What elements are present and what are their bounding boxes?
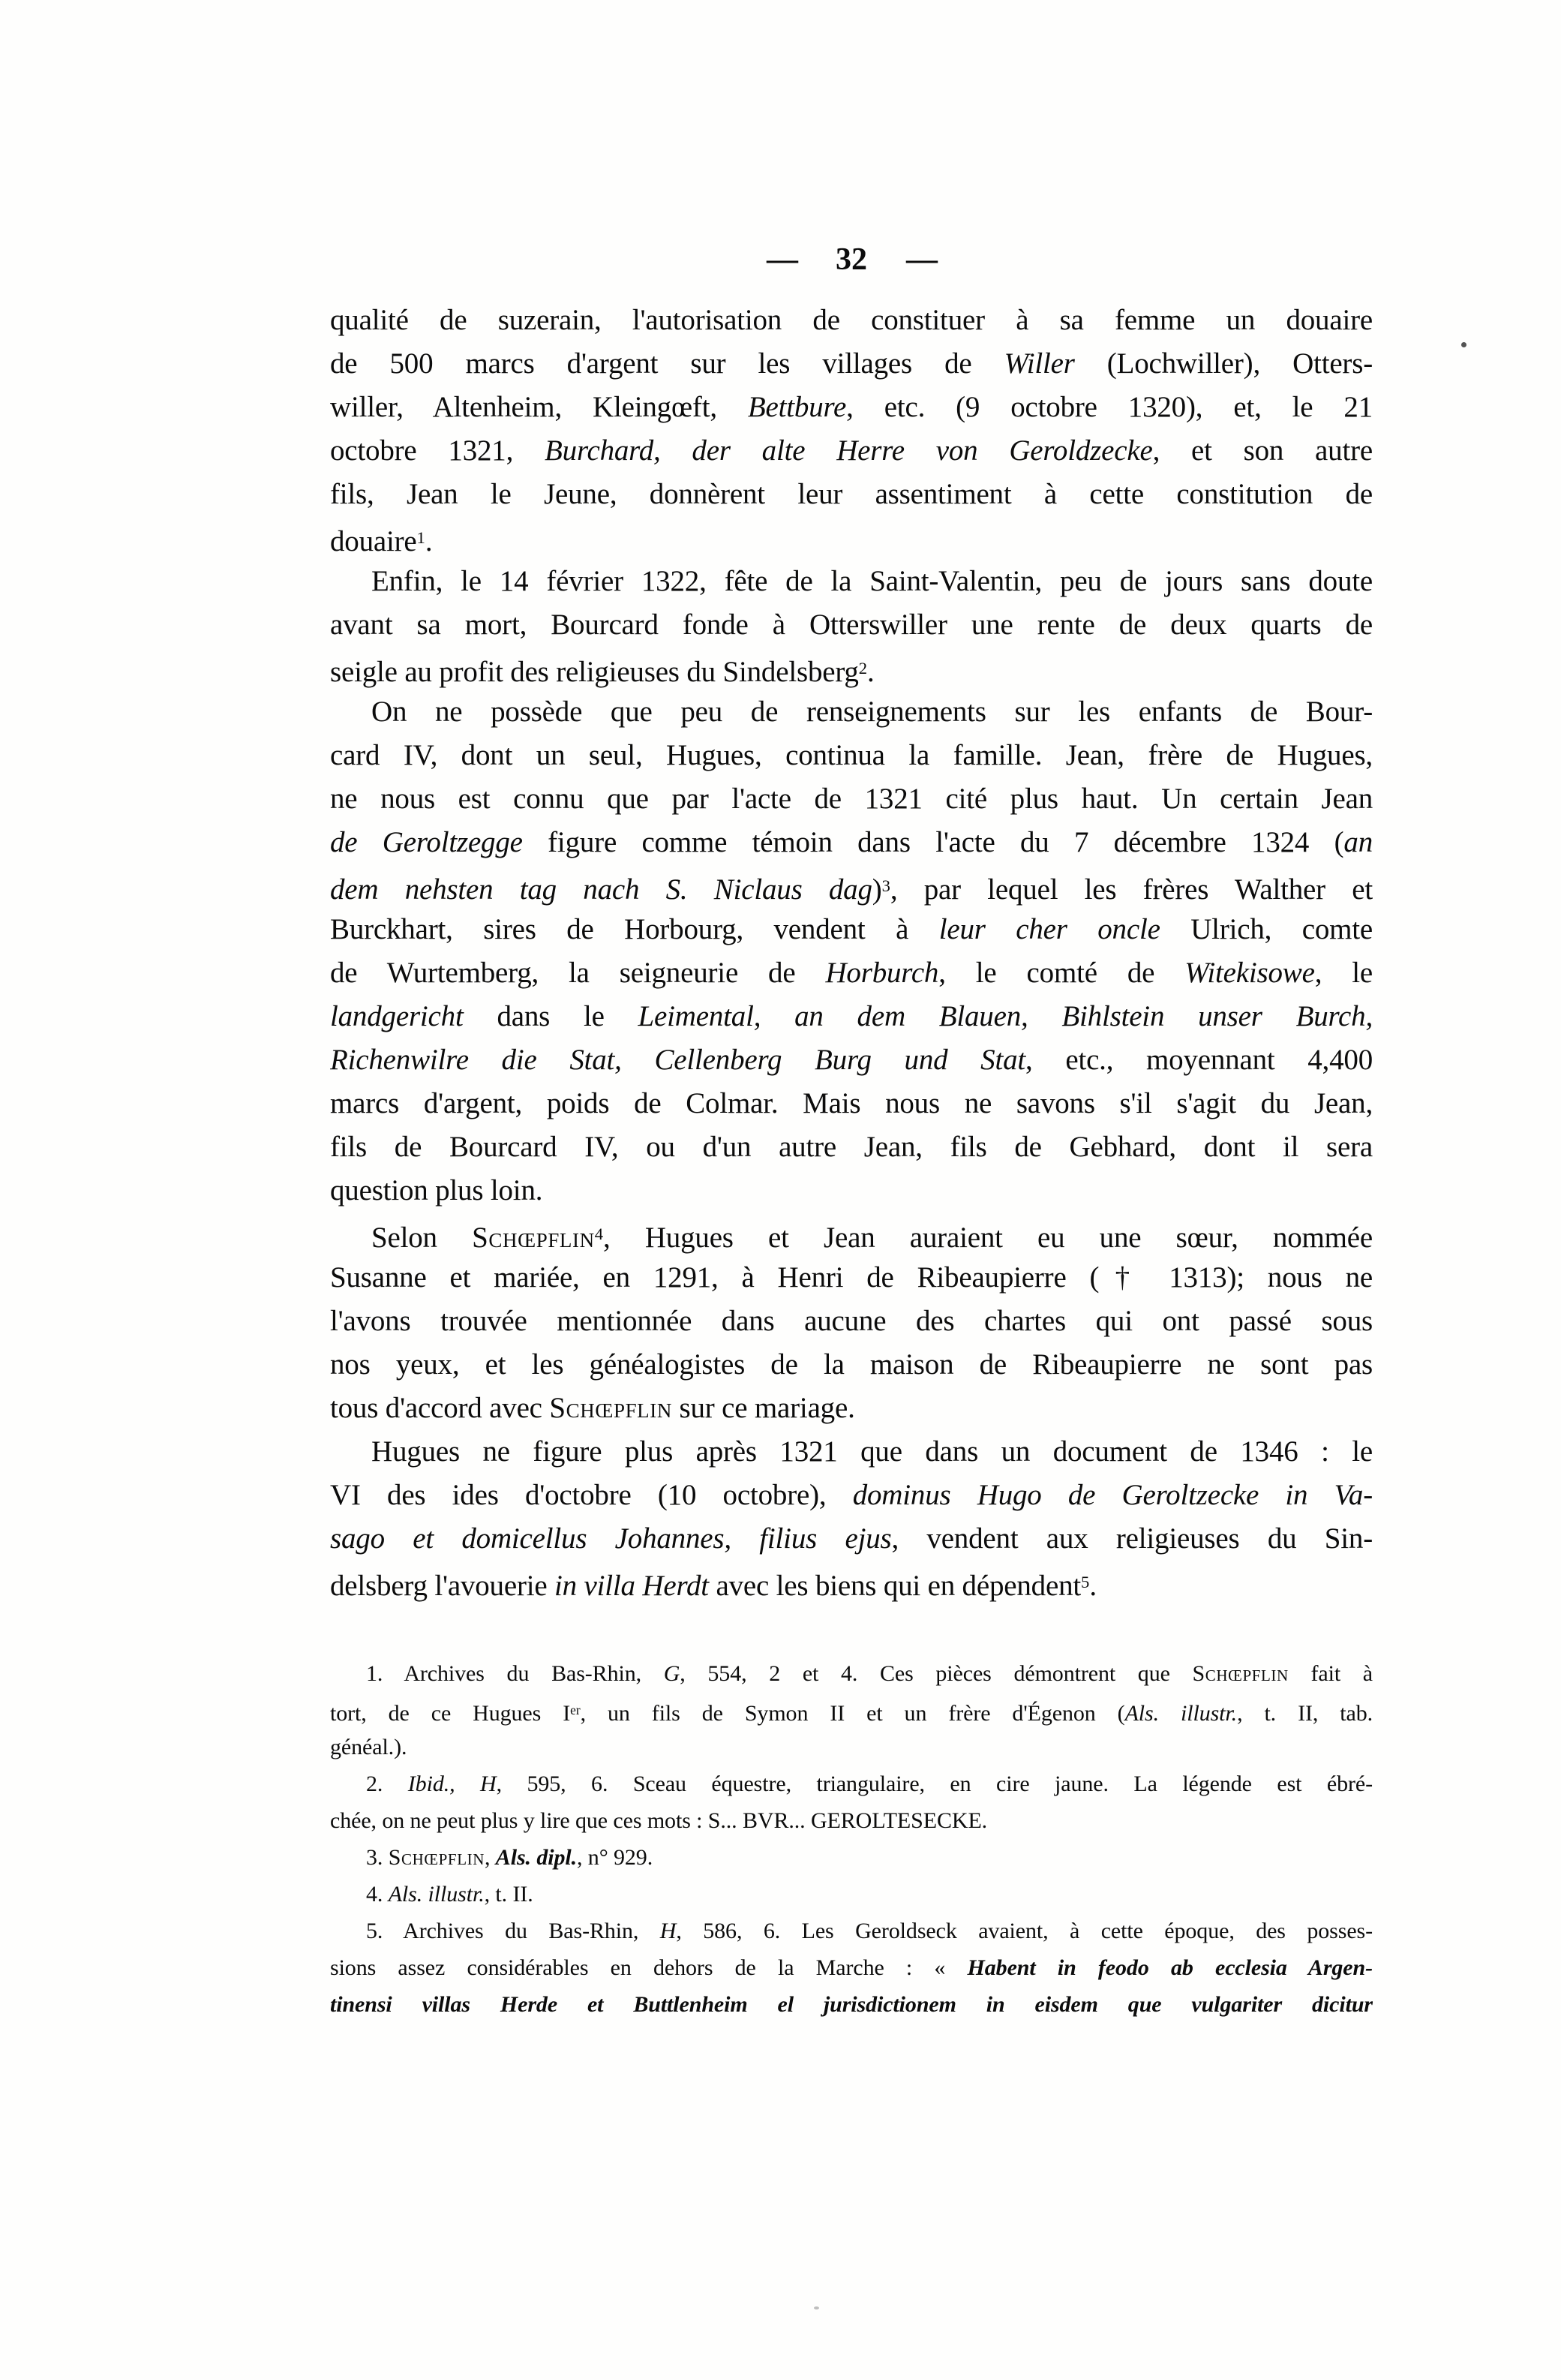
text-line bbox=[330, 1655, 1373, 1692]
footnotes bbox=[330, 1655, 1373, 2023]
text-line bbox=[330, 821, 1373, 864]
text-segment: dominus Hugo de Geroltzecke in Va- bbox=[852, 1479, 1373, 1511]
text-segment: . bbox=[425, 525, 433, 558]
text-line bbox=[330, 908, 1373, 951]
paragraph bbox=[330, 299, 1373, 560]
text-line bbox=[330, 1802, 1373, 1839]
body-text bbox=[330, 299, 1373, 1604]
text-line bbox=[330, 429, 1373, 473]
text-segment: question plus loin. bbox=[330, 1174, 543, 1207]
text-segment: Schœpflin bbox=[1192, 1661, 1289, 1686]
text-segment: octobre 1321, bbox=[330, 434, 545, 467]
text-line bbox=[330, 1765, 1373, 1802]
text-segment: avec les biens qui en dépendent bbox=[708, 1570, 1082, 1603]
text-segment: dem nehsten tag nach S. Niclaus dag bbox=[330, 873, 872, 906]
text-segment: Schœpflin bbox=[549, 1392, 672, 1424]
text-line bbox=[330, 995, 1373, 1038]
text-segment: , etc. (9 octobre 1320), et, le 21 bbox=[846, 391, 1373, 423]
text-segment: fait à bbox=[1288, 1661, 1373, 1686]
text-segment: sago et domicellus Johannes, filius ejus bbox=[330, 1522, 892, 1555]
text-line bbox=[330, 1125, 1373, 1169]
paragraph bbox=[330, 1876, 1373, 1913]
text-segment: tinensi villas Herde et Buttlenheim el jurisdictionem in eisdem que vulgariter dicitur bbox=[330, 1992, 1373, 2017]
header-dash-right: — bbox=[906, 242, 936, 277]
text-line bbox=[330, 1876, 1373, 1913]
footnote-reference: er bbox=[570, 1702, 581, 1717]
text-segment: card IV, dont un seul, Hugues, continua la famille. Jean, frère de Hugues, bbox=[330, 739, 1373, 771]
text-line bbox=[330, 1561, 1373, 1604]
text-segment: , et son autre bbox=[1152, 434, 1373, 467]
footnote-reference: 1 bbox=[416, 528, 425, 547]
text-segment: Susanne et mariée, en 1291, à Henri de Ribeaupierre († 1313); nous ne bbox=[330, 1261, 1373, 1294]
text-segment: , 586, 6. Les Geroldseck avaient, à cette époque, des posses- bbox=[676, 1919, 1373, 1943]
footnote-reference: 4 bbox=[594, 1225, 604, 1243]
text-segment: 2. bbox=[366, 1771, 408, 1796]
text-segment: douaire bbox=[330, 525, 417, 558]
text-line bbox=[330, 1913, 1373, 1949]
text-line bbox=[330, 1213, 1373, 1256]
text-segment: Witekisowe bbox=[1184, 957, 1315, 989]
text-segment: marcs d'argent, poids de Colmar. Mais nous ne savons s'il s'agit du Jean, bbox=[330, 1087, 1373, 1119]
text-segment: , t. II. bbox=[484, 1882, 533, 1907]
text-segment: 5. Archives du Bas-Rhin, bbox=[366, 1919, 660, 1943]
text-segment: 3. bbox=[366, 1845, 389, 1870]
text-segment: de Wurtemberg, la seigneurie de bbox=[330, 957, 826, 989]
text-segment: , n° 929. bbox=[577, 1845, 653, 1870]
text-segment: , 554, 2 et 4. Ces pièces démontrent que bbox=[680, 1661, 1193, 1686]
text-segment: Bettbure bbox=[747, 391, 847, 423]
text-segment: willer, Altenheim, Kleingœft, bbox=[330, 391, 748, 423]
text-segment: tous d'accord avec bbox=[330, 1392, 550, 1424]
text-segment: Horburch bbox=[825, 957, 939, 989]
text-segment: Als. illustr. bbox=[388, 1882, 485, 1907]
text-segment: Enfin, le 14 février 1322, fête de la Saint-Valentin, peu de jours sans doute bbox=[371, 565, 1373, 597]
text-segment: sur ce mariage. bbox=[671, 1392, 855, 1424]
text-segment: tort, de ce Hugues I bbox=[330, 1700, 571, 1726]
text-segment: , le comté de bbox=[938, 957, 1185, 989]
footnote-reference: 5 bbox=[1081, 1573, 1090, 1591]
text-line bbox=[330, 516, 1373, 560]
text-segment: Selon bbox=[371, 1222, 473, 1255]
header-dash-left: — bbox=[767, 242, 797, 277]
text-line bbox=[330, 1692, 1373, 1729]
text-segment: dans le bbox=[463, 1000, 638, 1032]
text-segment: Schœpflin bbox=[472, 1222, 595, 1255]
text-segment: Richenwilre die Stat, Cellenberg Burg und Stat bbox=[330, 1044, 1026, 1076]
text-line bbox=[330, 1949, 1373, 1986]
text-segment: an bbox=[1343, 826, 1373, 858]
text-segment: H bbox=[659, 1919, 677, 1943]
text-segment: leur cher oncle bbox=[938, 913, 1160, 945]
text-line bbox=[330, 1082, 1373, 1125]
text-line bbox=[330, 299, 1373, 342]
text-line bbox=[330, 1839, 1373, 1876]
text-segment: généal.). bbox=[330, 1735, 407, 1759]
text-line bbox=[330, 1387, 1373, 1430]
text-segment: fils, Jean le Jeune, donnèrent leur assentiment à cette constitution de bbox=[330, 478, 1373, 510]
paragraph bbox=[330, 1430, 1373, 1604]
text-line bbox=[330, 1169, 1373, 1213]
text-segment: , bbox=[484, 1845, 496, 1870]
scan-speck bbox=[1461, 342, 1466, 347]
text-line bbox=[330, 342, 1373, 386]
text-line bbox=[330, 1343, 1373, 1387]
paragraph bbox=[330, 690, 1373, 1213]
paragraph bbox=[330, 1913, 1373, 2023]
text-segment: ne nous est connu que par l'acte de 1321 cité plus haut. Un certain Jean bbox=[330, 783, 1373, 815]
text-segment: Als. illustr. bbox=[1124, 1700, 1238, 1726]
text-segment: chée, on ne peut plus y lire que ces mots : S... BVR... GEROLTESECKE. bbox=[330, 1808, 988, 1833]
text-line bbox=[330, 1986, 1373, 2023]
text-segment: in villa Herdt bbox=[554, 1570, 709, 1603]
text-segment: ) bbox=[872, 873, 882, 906]
text-line bbox=[330, 386, 1373, 429]
text-segment: sions assez considérables en dehors de la Marche : « bbox=[330, 1955, 968, 1980]
text-segment: , un fils de Symon II et un frère d'Égenon ( bbox=[580, 1700, 1125, 1726]
text-segment: Schœpflin bbox=[388, 1845, 485, 1870]
text-segment: l'avons trouvée mentionnée dans aucune des chartes qui ont passé sous bbox=[330, 1305, 1373, 1337]
text-segment: Burchard, der alte Herre von Geroldzecke bbox=[545, 434, 1153, 467]
text-line bbox=[330, 1300, 1373, 1343]
text-segment: Ibid., H bbox=[407, 1771, 497, 1796]
text-segment: , par lequel les frères Walther et bbox=[890, 873, 1373, 906]
text-line bbox=[330, 603, 1373, 647]
text-segment: Als. dipl. bbox=[495, 1845, 577, 1870]
text-segment: Willer bbox=[1004, 347, 1075, 380]
text-line bbox=[330, 690, 1373, 734]
text-segment: , 595, 6. Sceau équestre, triangulaire, en cire jaune. La légende est ébré- bbox=[496, 1771, 1373, 1796]
paragraph bbox=[330, 1213, 1373, 1430]
text-line bbox=[330, 473, 1373, 516]
text-line bbox=[330, 1256, 1373, 1300]
page-number: 32 bbox=[836, 242, 867, 277]
text-line bbox=[330, 560, 1373, 603]
text-segment: Hugues ne figure plus après 1321 que dans un document de 1346 : le bbox=[371, 1435, 1373, 1468]
text-line bbox=[330, 777, 1373, 821]
text-segment: landgericht bbox=[330, 1000, 464, 1032]
text-segment: . bbox=[867, 656, 875, 689]
text-segment: (Lochwiller), Otters- bbox=[1074, 347, 1373, 380]
text-segment: de Geroltzegge bbox=[330, 826, 523, 858]
text-segment: 4. bbox=[366, 1882, 389, 1907]
text-line bbox=[330, 864, 1373, 908]
page-header bbox=[330, 242, 1373, 278]
text-line bbox=[330, 1430, 1373, 1474]
text-segment: , etc., moyennant 4,400 bbox=[1025, 1044, 1373, 1076]
text-segment: Ulrich, comte bbox=[1160, 913, 1373, 945]
text-line bbox=[330, 951, 1373, 995]
text-segment: Burckhart, sires de Horbourg, vendent à bbox=[330, 913, 939, 945]
text-segment: On ne possède que peu de renseignements sur les enfants de Bour- bbox=[371, 696, 1373, 728]
paragraph bbox=[330, 1765, 1373, 1839]
text-segment: VI des ides d'octobre (10 octobre), bbox=[330, 1479, 853, 1511]
text-line bbox=[330, 1729, 1373, 1765]
text-segment: . bbox=[1089, 1570, 1097, 1603]
text-segment: figure comme témoin dans l'acte du 7 décembre 1324 ( bbox=[522, 826, 1344, 858]
text-segment: de 500 marcs d'argent sur les villages de bbox=[330, 347, 1004, 380]
text-segment: delsberg l'avouerie bbox=[330, 1570, 555, 1603]
text-segment: , t. II, tab. bbox=[1237, 1700, 1373, 1726]
text-segment: , le bbox=[1314, 957, 1373, 989]
text-segment: Habent in feodo ab ecclesia Argen- bbox=[967, 1955, 1373, 1980]
footnote-reference: 3 bbox=[881, 876, 890, 895]
paragraph bbox=[330, 1839, 1373, 1876]
text-segment: 1. Archives du Bas-Rhin, bbox=[366, 1661, 664, 1686]
text-segment: fils de Bourcard IV, ou d'un autre Jean, fils de Gebhard, dont il sera bbox=[330, 1131, 1373, 1163]
text-segment: qualité de suzerain, l'autorisation de constituer à sa femme un douaire bbox=[330, 304, 1373, 336]
text-line bbox=[330, 734, 1373, 777]
text-line bbox=[330, 647, 1373, 690]
text-line bbox=[330, 1517, 1373, 1561]
text-line bbox=[330, 1038, 1373, 1082]
text-segment: , Hugues et Jean auraient eu une sœur, nommée bbox=[603, 1222, 1373, 1255]
text-segment: avant sa mort, Bourcard fonde à Otterswiller une rente de deux quarts de bbox=[330, 609, 1373, 641]
text-segment: nos yeux, et les généalogistes de la maison de Ribeaupierre ne sont pas bbox=[330, 1348, 1373, 1381]
paragraph bbox=[330, 1655, 1373, 1765]
text-segment: Leimental, an dem Blauen, Bihlstein unser Burch, bbox=[638, 1000, 1373, 1032]
scan-speck bbox=[814, 2306, 819, 2309]
paragraph bbox=[330, 560, 1373, 690]
text-segment: G bbox=[663, 1661, 680, 1686]
text-line bbox=[330, 1474, 1373, 1517]
text-segment: seigle au profit des religieuses du Sindelsberg bbox=[330, 656, 859, 689]
footnote-reference: 2 bbox=[858, 659, 868, 678]
text-segment: , vendent aux religieuses du Sin- bbox=[891, 1522, 1373, 1555]
